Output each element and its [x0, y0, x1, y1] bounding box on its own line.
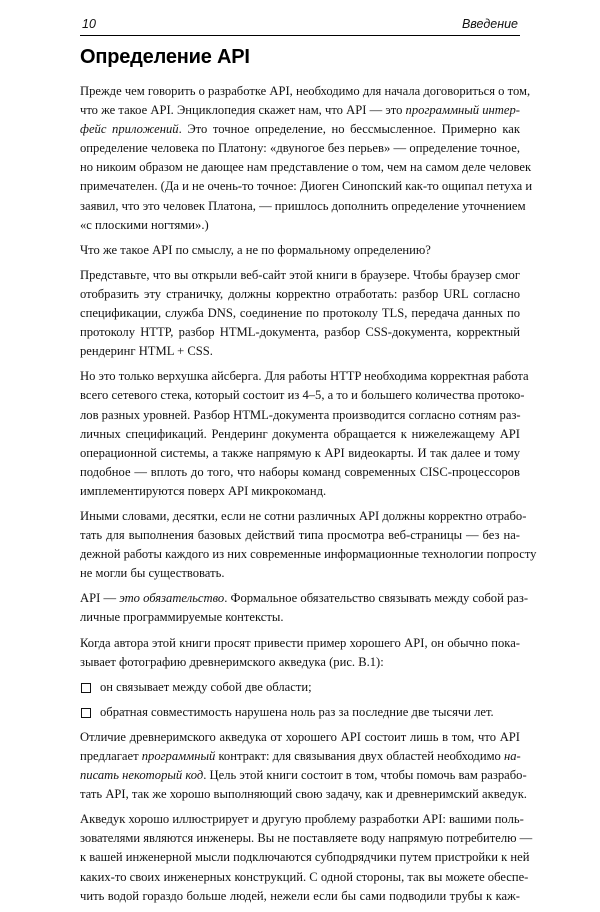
- paragraph: [80, 634, 520, 672]
- text-line: Что же такое API по смыслу, а не по формальному определению?: [80, 242, 431, 257]
- text-line: отобразить эту страничку, должны корректно отработать: разбор URL согласно: [80, 286, 520, 301]
- text-span: . Это точное определение, но бессмысленное. Примерно как: [178, 122, 520, 137]
- text-line: всего сетевого стека, который состоит из 4–5, а то и большего количества протоко-: [80, 388, 525, 403]
- checkbox-bullet-icon: [81, 708, 91, 718]
- text-line: зователями являются инженеры. Вы не поставляете воду напрямую потребителю —: [80, 831, 533, 846]
- text-line: личные программируемые контексты.: [80, 610, 284, 625]
- text-span: контракт: для связывания двух областей необходимо: [215, 749, 504, 763]
- paragraph: [80, 82, 533, 235]
- emphasis: фейс приложений: [80, 122, 179, 137]
- text-line: не могли бы существовать.: [80, 566, 225, 581]
- text-line: лов разных уровней. Разбор HTML-документа производится согласно сотням раз-: [80, 407, 521, 422]
- text-line: [80, 120, 520, 139]
- page-number: 10: [82, 17, 96, 31]
- paragraph: [80, 810, 533, 905]
- text-line: тать API, так же хорошо выполняющий свою задачу, как и древнеримский акведук.: [80, 787, 527, 802]
- text-line: Отличие древнеримского акведука от хорошего API состоит лишь в том, что API: [80, 729, 520, 744]
- emphasis: на-: [504, 749, 521, 763]
- text-line: Прежде чем говорить о разработке API, необходимо для начала договориться о том,: [80, 84, 531, 98]
- paragraph: [80, 728, 527, 804]
- body-text: [80, 82, 537, 912]
- section-title: Введение: [461, 17, 518, 31]
- text-line: рендеринг HTML + CSS.: [80, 344, 213, 359]
- paragraph: [80, 266, 520, 361]
- checkbox-bullet-icon: [81, 683, 91, 693]
- text-line: имплементируются поверх API микрокоманд.: [80, 483, 327, 498]
- emphasis: писать некоторый код: [80, 768, 204, 783]
- text-line: чить водой гораздо больше людей, нежели если бы сами подводили трубы к каж-: [80, 888, 520, 903]
- text-span: . Цель этой книги состоит в том, чтобы помочь вам разрабо-: [203, 768, 527, 783]
- text-span: API —: [80, 591, 120, 606]
- emphasis: программный: [141, 749, 216, 763]
- text-line: определение человека по Платону: «двуногое без перьев» — определение точное,: [80, 141, 520, 156]
- paragraph: [80, 241, 520, 260]
- paragraph: [80, 507, 537, 583]
- text-line: [80, 766, 527, 785]
- text-line: Когда автора этой книги просят привести пример хорошего API, он обычно пока-: [80, 635, 520, 650]
- running-head: [80, 15, 520, 35]
- paragraph: [80, 589, 529, 627]
- text-line: к вашей инженерной мысли подключаются субподрядчики путем пристройки к ней: [80, 850, 530, 865]
- emphasis: это обязательство: [119, 591, 225, 606]
- text-line: зывает фотографию древнеримского акведука (рис. В.1):: [80, 654, 384, 669]
- text-line: [80, 589, 529, 608]
- text-line: операционной системы, а также напрямую к API видеокарты. И так далее и тому: [80, 445, 520, 460]
- text-line: дежной работы каждого из них современные информационные технологии попросту: [80, 547, 537, 562]
- text-line: [80, 101, 520, 120]
- text-span: что же такое API. Энциклопедия скажет нам, что API — это: [80, 103, 406, 118]
- text-line: подобное — вплоть до того, что наборы команд современных CISC-процессоров: [80, 464, 520, 479]
- text-line: личных спецификаций. Рендеринг документа обращается к нижележащему API: [80, 426, 520, 441]
- paragraph: [80, 367, 529, 501]
- text-line: Иными словами, десятки, если не сотни различных API должны корректно отрабо-: [80, 508, 527, 523]
- text-line: тать для выполнения базовых действий типа просмотра веб-страницы — без на-: [80, 528, 520, 543]
- text-line: спецификации, служба DNS, соединение по протоколу TLS, передача данных по: [80, 306, 520, 321]
- text-line: заявил, что это человек Платона, — пришлось дополнить определение уточнением: [80, 198, 526, 213]
- text-line: но никоим образом не дающее нам представление о том, чем на самом деле человек: [80, 160, 532, 175]
- text-span: . Формальное обязательство связывать между собой раз-: [224, 591, 529, 606]
- text-line: примечателен. (Да и не очень-то точное: Диоген Синопский как-то ощипал петуха и: [80, 179, 533, 194]
- list-item: [80, 678, 520, 697]
- chapter-heading: Определение API: [80, 46, 250, 68]
- text-line: «с плоскими ногтями».): [80, 217, 209, 232]
- emphasis: программный интер-: [405, 103, 520, 118]
- text-span: предлагает: [80, 749, 142, 763]
- text-line: протоколу HTTP, разбор HTML-документа, разбор CSS-документа, корректный: [80, 325, 520, 340]
- list-item: [80, 703, 520, 722]
- list-item-text: он связывает между собой две области;: [100, 679, 312, 694]
- list-item-text: обратная совместимость нарушена ноль раз за последние две тысячи лет.: [100, 704, 494, 719]
- text-line: Акведук хорошо иллюстрирует и другую проблему разработки API: вашими поль-: [80, 812, 524, 827]
- text-line: Представьте, что вы открыли веб-сайт этой книги в браузере. Чтобы браузер смог: [80, 267, 520, 282]
- text-line: Но это только верхушка айсберга. Для работы HTTP необходима корректная работа: [80, 369, 529, 384]
- header-rule: [80, 35, 520, 36]
- text-line: каких-то своих инженерных конструкций. С одной стороны, так вы можете обеспе-: [80, 869, 529, 884]
